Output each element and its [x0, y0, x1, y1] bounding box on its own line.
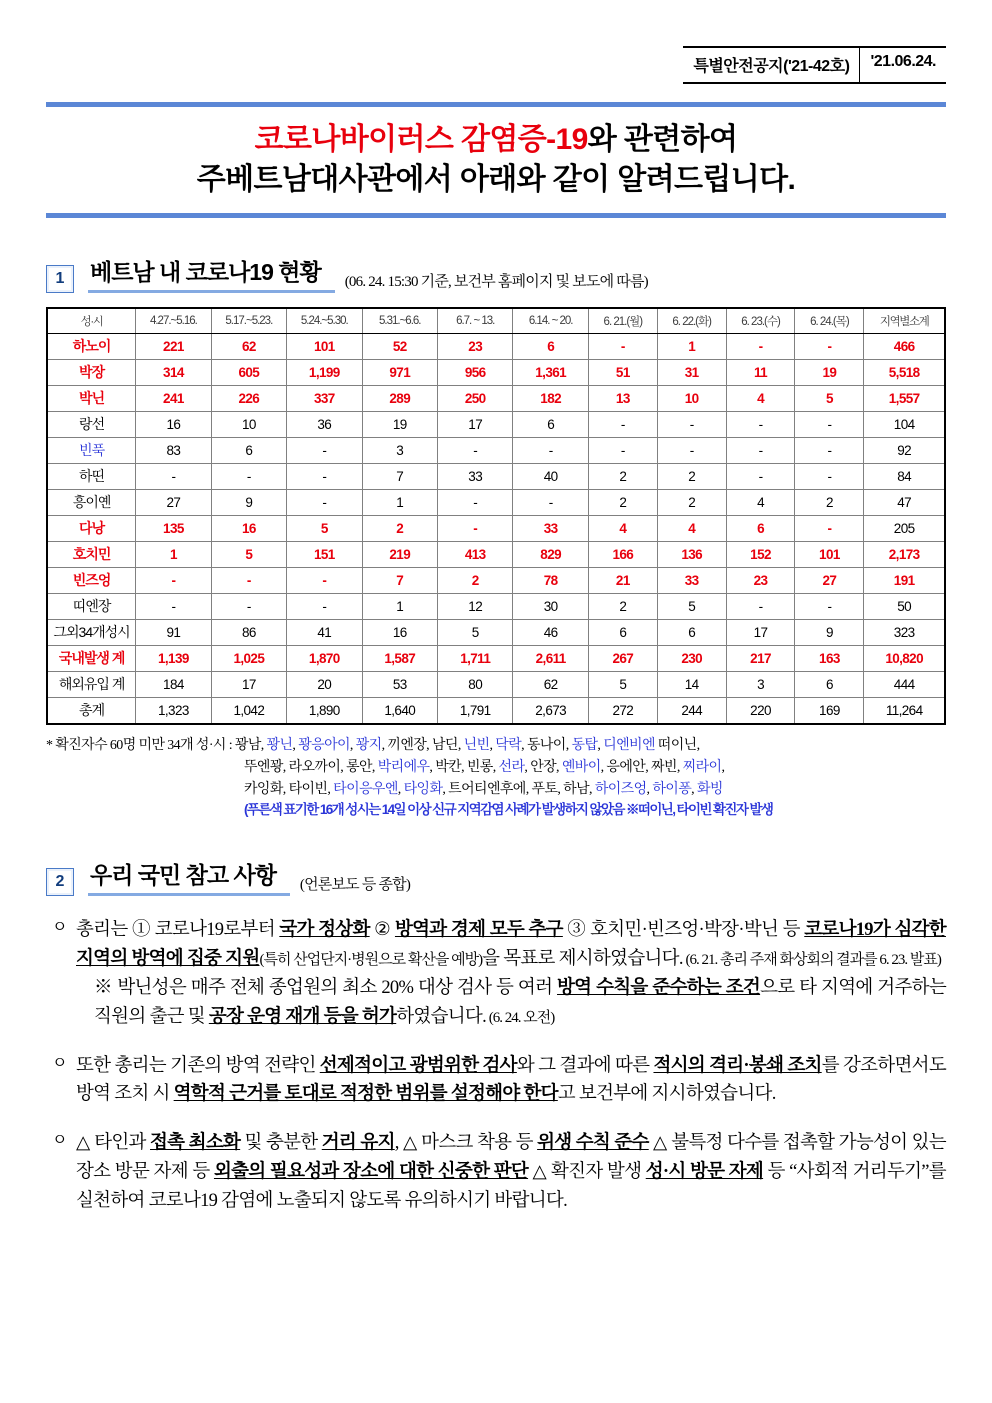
bullet-marker: ㅇ [52, 1054, 67, 1072]
cell-value: 9 [795, 620, 864, 646]
bullet-marker: ㅇ [52, 1132, 67, 1150]
inline-note: (6. 24. 오전) [486, 1009, 555, 1026]
section-1-subtitle: (06. 24. 15:30 기준, 보건부 홈페이지 및 보도에 따름) [344, 274, 648, 291]
cell-value: 1,890 [287, 698, 362, 725]
emphasis-text: 위생 수칙 준수 [537, 1133, 649, 1154]
row-label: 하띤 [47, 464, 136, 490]
cell-value: 23 [726, 568, 795, 594]
bullet-paragraph [76, 1052, 946, 1110]
body-text: 와 그 결과에 따른 [516, 1055, 654, 1076]
footnote-blue-region: 하이즈엉 [594, 781, 647, 797]
cell-value: 152 [726, 542, 795, 568]
cell-value: 36 [287, 412, 362, 438]
col-header-period-1: 4.27.~5.16. [136, 308, 211, 334]
cell-row-total: 84 [864, 464, 945, 490]
bullet-paragraph [76, 916, 946, 974]
inline-note: (특히 산업단지·병원으로 확산을 예방) [259, 952, 483, 969]
cell-value: 6 [211, 438, 286, 464]
cell-value: 62 [211, 334, 286, 360]
notice-bullet-list [46, 916, 946, 1216]
cell-value: - [211, 594, 286, 620]
cell-value: 337 [287, 386, 362, 412]
cell-value: 226 [211, 386, 286, 412]
footnote-line-2: 뚜엔꽝, 라오까이, 롱안, 박리에우, 박칸, 빈롱, 선라, 안장, 옌바이, 응에안, 짜빈, 찌라이, [244, 759, 725, 775]
cell-value: 6 [795, 672, 864, 698]
cell-value: - [287, 438, 362, 464]
cell-row-total: 11,264 [864, 698, 945, 725]
col-header-period-8: 6. 22.(화) [657, 308, 726, 334]
cell-value: 33 [437, 464, 512, 490]
section-2-title-wrap [88, 857, 290, 896]
table-row [47, 646, 945, 672]
cell-value: 16 [362, 620, 437, 646]
cell-value: 3 [362, 438, 437, 464]
bullet-paragraph [76, 1129, 946, 1216]
cell-value: - [211, 464, 286, 490]
cell-value: 184 [136, 672, 211, 698]
cell-row-total: 2,173 [864, 542, 945, 568]
cell-value: 605 [211, 360, 286, 386]
body-text: 으로 타 지역에 거주하는 직원의 출근 및 [94, 977, 946, 1027]
cell-row-total: 104 [864, 412, 945, 438]
cell-value: 5 [795, 386, 864, 412]
cell-value: 5 [657, 594, 726, 620]
cell-value: 27 [136, 490, 211, 516]
cell-value: 2,673 [513, 698, 588, 725]
cell-value: - [588, 334, 657, 360]
cell-value: 1 [136, 542, 211, 568]
cell-value: 2 [437, 568, 512, 594]
table-row [47, 464, 945, 490]
footnote-blue-region: 꽝닌 [266, 738, 293, 754]
bullet-item [46, 1129, 946, 1216]
body-text: 하였습니다. [396, 1006, 487, 1027]
col-header-total: 지역별소계 [864, 308, 945, 334]
row-label: 흥이옌 [47, 490, 136, 516]
footnote-blue-region: 디엔비엔 [603, 738, 655, 754]
cell-value: 2 [362, 516, 437, 542]
cell-value: - [136, 464, 211, 490]
cell-value: 272 [588, 698, 657, 725]
cell-value: 6 [513, 334, 588, 360]
cell-value: 16 [211, 516, 286, 542]
footnote-line-4: (푸른색 표기한 16개 성시는 14일 이상 신규 지역감염 사례가 발생하지 않았음 ※떠이닌, 타이빈 확진자 발생 [244, 802, 773, 818]
row-label: 국내발생 계 [47, 646, 136, 672]
cell-value: - [513, 490, 588, 516]
cell-value: - [588, 412, 657, 438]
row-label: 박장 [47, 360, 136, 386]
body-text: △ 확진자 발생 [528, 1162, 646, 1183]
inline-note: (6. 21. 총리 주재 화상회의 결과를 6. 23. 발표) [682, 952, 941, 969]
cell-value: 219 [362, 542, 437, 568]
cell-value: 163 [795, 646, 864, 672]
col-header-region: 성·시 [47, 308, 136, 334]
emphasis-text: 성·시 방문 자제 [645, 1162, 764, 1183]
cell-value: 40 [513, 464, 588, 490]
cell-value: 9 [211, 490, 286, 516]
cell-value: 6 [588, 620, 657, 646]
body-text: △ 타인과 [76, 1133, 151, 1154]
table-body [47, 334, 945, 725]
cell-value: 221 [136, 334, 211, 360]
cell-value: 31 [657, 360, 726, 386]
bullet-item [46, 916, 946, 1031]
cell-value: - [513, 438, 588, 464]
cell-value: 2 [657, 490, 726, 516]
cell-value: 17 [211, 672, 286, 698]
table-row [47, 360, 945, 386]
footnote-blue-region: 닌빈 [463, 738, 490, 754]
emphasis-text: 선제적이고 광범위한 검사 [319, 1055, 517, 1076]
cell-value: 3 [726, 672, 795, 698]
table-row [47, 542, 945, 568]
cell-value: - [726, 412, 795, 438]
emphasis-text: 국가 정상화 [279, 920, 370, 941]
cell-value: 12 [437, 594, 512, 620]
cell-value: 101 [795, 542, 864, 568]
body-text: 총리는 ① 코로나19로부터 [76, 920, 280, 941]
covid-status-table [46, 307, 946, 725]
col-header-period-2: 5.17.~5.23. [211, 308, 286, 334]
title-band [46, 102, 946, 218]
section-2-subtitle: (언론보도 등 종합) [299, 877, 411, 894]
cell-value: - [795, 412, 864, 438]
cell-value: 4 [726, 490, 795, 516]
cell-value: 1 [657, 334, 726, 360]
cell-value: - [726, 438, 795, 464]
section-1-number: 1 [46, 265, 74, 293]
cell-value: 151 [287, 542, 362, 568]
cell-row-total: 10,820 [864, 646, 945, 672]
cell-value: 241 [136, 386, 211, 412]
row-label: 박닌 [47, 386, 136, 412]
body-text: 등 “사회적 거리두기”를 실천하여 코로나19 감염에 노출되지 않도록 유의하시기 바랍니다. [76, 1162, 946, 1212]
cell-value: 217 [726, 646, 795, 672]
cell-value: 4 [588, 516, 657, 542]
cell-value: 101 [287, 334, 362, 360]
cell-value: 1 [362, 490, 437, 516]
col-header-period-10: 6. 24.(목) [795, 308, 864, 334]
cell-value: 51 [588, 360, 657, 386]
cell-value: - [795, 438, 864, 464]
table-row [47, 412, 945, 438]
footnote-blue-region: 꽝지 [355, 738, 382, 754]
cell-value: - [136, 594, 211, 620]
table-row [47, 516, 945, 542]
cell-row-total: 1,557 [864, 386, 945, 412]
col-header-period-9: 6. 23.(수) [726, 308, 795, 334]
cell-value: 16 [136, 412, 211, 438]
cell-value: 1,139 [136, 646, 211, 672]
cell-value: 5 [437, 620, 512, 646]
cell-value: 33 [657, 568, 726, 594]
cell-value: 41 [287, 620, 362, 646]
cell-value: - [136, 568, 211, 594]
cell-value: 23 [437, 334, 512, 360]
cell-value: 1 [362, 594, 437, 620]
title-line-1 [46, 120, 946, 160]
cell-value: 230 [657, 646, 726, 672]
emphasis-text: 공장 운영 재개 등을 허가 [208, 1006, 397, 1027]
cell-value: 30 [513, 594, 588, 620]
cell-value: - [287, 594, 362, 620]
footnote-line-3: 카잉화, 타이빈, 타이응우엔, 타잉화, 트어티엔후에, 푸토, 하남, 하이즈엉, 하이퐁, 화빙 [244, 781, 723, 797]
cell-value: 169 [795, 698, 864, 725]
cell-value: 46 [513, 620, 588, 646]
cell-value: 10 [657, 386, 726, 412]
cell-value: 6 [513, 412, 588, 438]
row-label: 랑선 [47, 412, 136, 438]
cell-value: 1,791 [437, 698, 512, 725]
col-header-period-3: 5.24.~5.30. [287, 308, 362, 334]
emphasis-text: 역학적 근거를 토대로 적정한 범위를 설정해야 한다 [173, 1084, 558, 1105]
footnote-blue-region: 꽝응아이 [298, 738, 350, 754]
cell-row-total: 466 [864, 334, 945, 360]
footnote-blue-region: 선라 [498, 759, 525, 775]
cell-value: 2 [588, 490, 657, 516]
cell-value: 2 [657, 464, 726, 490]
notice-stamp [683, 46, 946, 84]
cell-value: 53 [362, 672, 437, 698]
emphasis-text: 적시의 격리·봉쇄 조치 [653, 1055, 822, 1076]
body-text: △ 불특정 다수를 접촉할 가능성이 있는 장소 방문 자제 등 [76, 1133, 946, 1183]
cell-value: 829 [513, 542, 588, 568]
cell-value: 14 [657, 672, 726, 698]
cell-value: 1,640 [362, 698, 437, 725]
cell-value: 135 [136, 516, 211, 542]
cell-value: 267 [588, 646, 657, 672]
row-label: 호치민 [47, 542, 136, 568]
cell-value: 2 [588, 594, 657, 620]
cell-row-total: 191 [864, 568, 945, 594]
body-text: ③ 호치민·빈즈엉·박장·박닌 등 [562, 920, 805, 941]
cell-value: 91 [136, 620, 211, 646]
row-label: 그외34개성시 [47, 620, 136, 646]
cell-value: 220 [726, 698, 795, 725]
cell-value: 166 [588, 542, 657, 568]
section-2-title: 우리 국민 참고 사항 [90, 862, 276, 889]
cell-value: 1,870 [287, 646, 362, 672]
cell-value: 17 [437, 412, 512, 438]
cell-value: 1,361 [513, 360, 588, 386]
cell-value: 2,611 [513, 646, 588, 672]
cell-value: - [437, 490, 512, 516]
cell-value: 1,587 [362, 646, 437, 672]
emphasis-text: 방역과 경제 모두 추구 [394, 920, 563, 941]
cell-value: 13 [588, 386, 657, 412]
cell-row-total: 92 [864, 438, 945, 464]
document-header [46, 0, 946, 84]
cell-value: - [795, 334, 864, 360]
body-text: 를 강조하면서도 방역 조치 시 [76, 1055, 946, 1105]
body-text: 또한 총리는 기존의 방역 전략인 [76, 1055, 320, 1076]
cell-value: 1,711 [437, 646, 512, 672]
body-text: , △ 마스크 착용 등 [394, 1133, 538, 1154]
section-1-title: 베트남 내 코로나19 현황 [90, 259, 321, 286]
cell-value: 2 [795, 490, 864, 516]
row-label: 다낭 [47, 516, 136, 542]
notice-label: 특별안전공지('21-42호) [683, 48, 860, 82]
footnote-blue-region: 화빙 [696, 781, 723, 797]
body-text: 고 보건부에 지시하였습니다. [557, 1084, 776, 1105]
cell-row-total: 323 [864, 620, 945, 646]
cell-value: 413 [437, 542, 512, 568]
cell-value: 314 [136, 360, 211, 386]
cell-row-total: 50 [864, 594, 945, 620]
cell-value: 4 [657, 516, 726, 542]
emphasis-text: 외출의 필요성과 장소에 대한 신중한 판단 [213, 1162, 529, 1183]
cell-value: 7 [362, 568, 437, 594]
cell-value: 182 [513, 386, 588, 412]
cell-value: - [726, 334, 795, 360]
cell-value: - [657, 438, 726, 464]
cell-value: 10 [211, 412, 286, 438]
cell-value: 17 [726, 620, 795, 646]
row-label: 띠엔장 [47, 594, 136, 620]
bullet-item [46, 1052, 946, 1110]
cell-value: 971 [362, 360, 437, 386]
footnote-blue-region: 타잉화 [403, 781, 443, 797]
table-row [47, 620, 945, 646]
cell-value: 956 [437, 360, 512, 386]
cell-value: - [795, 516, 864, 542]
cell-value: 244 [657, 698, 726, 725]
cell-value: 1,042 [211, 698, 286, 725]
cell-value: - [437, 438, 512, 464]
cell-value: - [726, 464, 795, 490]
cell-value: - [287, 464, 362, 490]
cell-value: 4 [726, 386, 795, 412]
row-label: 해외유입 계 [47, 672, 136, 698]
cell-value: 6 [726, 516, 795, 542]
cell-value: 136 [657, 542, 726, 568]
table-row [47, 672, 945, 698]
cell-value: 5 [588, 672, 657, 698]
row-label: 총계 [47, 698, 136, 725]
table-row [47, 698, 945, 725]
bullet-text [76, 916, 946, 1031]
cell-value: - [657, 412, 726, 438]
section-1-title-wrap [88, 254, 335, 293]
cell-value: 1,025 [211, 646, 286, 672]
cell-value: - [795, 464, 864, 490]
table-header-row [47, 308, 945, 334]
table-row [47, 386, 945, 412]
row-label: 빈즈엉 [47, 568, 136, 594]
cell-value: 33 [513, 516, 588, 542]
footnote-blue-region: 닥락 [495, 738, 522, 754]
cell-value: 1,199 [287, 360, 362, 386]
col-header-period-5: 6.7. ~ 13. [437, 308, 512, 334]
cell-value: - [287, 490, 362, 516]
section-1-heading [46, 254, 946, 293]
row-label: 빈푹 [47, 438, 136, 464]
table-row [47, 490, 945, 516]
cell-value: - [287, 568, 362, 594]
emphasis-text: 방역 수칙을 준수하는 조건 [557, 977, 761, 998]
footnote-blue-region: 찌라이 [682, 759, 722, 775]
col-header-period-7: 6. 21.(월) [588, 308, 657, 334]
body-text: ② [369, 920, 395, 941]
cell-value: 19 [362, 412, 437, 438]
section-2-number: 2 [46, 868, 74, 896]
bullet-marker: ㅇ [52, 919, 67, 937]
cell-value: 19 [795, 360, 864, 386]
emphasis-text: 코로나19가 심각한 지역의 방역에 집중 지원 [76, 920, 946, 970]
cell-value: - [795, 594, 864, 620]
cell-value: 250 [437, 386, 512, 412]
cell-value: 27 [795, 568, 864, 594]
table-row [47, 568, 945, 594]
row-label: 하노이 [47, 334, 136, 360]
footnote-blue-region: 옌바이 [561, 759, 601, 775]
table-row [47, 594, 945, 620]
table-head [47, 308, 945, 334]
cell-value: 20 [287, 672, 362, 698]
cell-value: - [437, 516, 512, 542]
cell-value: 7 [362, 464, 437, 490]
cell-row-total: 205 [864, 516, 945, 542]
bullet-text [76, 1129, 946, 1216]
cell-value: 62 [513, 672, 588, 698]
title-virus-name: 코로나바이러스 감염증-19 [254, 123, 588, 156]
cell-value: 86 [211, 620, 286, 646]
cell-value: 6 [657, 620, 726, 646]
bullet-text [76, 1052, 946, 1110]
section-2-heading [46, 857, 946, 896]
footnote-blue-region: 박리에우 [377, 759, 430, 775]
cell-value: - [726, 594, 795, 620]
cell-row-total: 444 [864, 672, 945, 698]
col-header-period-6: 6.14. ~ 20. [513, 308, 588, 334]
col-header-period-4: 5.31.~6.6. [362, 308, 437, 334]
table-footnote [46, 735, 946, 821]
footnote-line-1: * 확진자수 60명 미만 34개 성·시 : 꽝남, 꽝닌, 꽝응아이, 꽝지, 끼엔장, 남딘, 닌빈, 닥락, 동나이, 동탑, 디엔비엔 떠이닌, [46, 738, 700, 754]
cell-value: - [211, 568, 286, 594]
body-text: 및 충분한 [240, 1133, 322, 1154]
cell-value: 289 [362, 386, 437, 412]
cell-value: 78 [513, 568, 588, 594]
title-line-2: 주베트남대사관에서 아래와 같이 알려드립니다. [196, 162, 796, 196]
cell-row-total: 47 [864, 490, 945, 516]
bullet-subnote [76, 974, 946, 1032]
notice-date: '21.06.24. [870, 53, 936, 70]
cell-value: 52 [362, 334, 437, 360]
emphasis-text: 거리 유지 [321, 1133, 395, 1154]
cell-value: 83 [136, 438, 211, 464]
table-row [47, 334, 945, 360]
table-row [47, 438, 945, 464]
footnote-blue-region: 동탑 [571, 738, 598, 754]
cell-value: 2 [588, 464, 657, 490]
cell-row-total: 5,518 [864, 360, 945, 386]
cell-value: - [588, 438, 657, 464]
title-line1-rest: 와 관련하여 [587, 123, 738, 156]
cell-value: 80 [437, 672, 512, 698]
footnote-blue-region: 하이퐁 [652, 781, 692, 797]
cell-value: 21 [588, 568, 657, 594]
cell-value: 5 [211, 542, 286, 568]
footnote-blue-region: 타이응우엔 [333, 781, 398, 797]
cell-value: 11 [726, 360, 795, 386]
cell-value: 1,323 [136, 698, 211, 725]
body-text: 을 목표로 제시하였습니다. [482, 949, 683, 970]
cell-value: 5 [287, 516, 362, 542]
emphasis-text: 접촉 최소화 [150, 1133, 241, 1154]
body-text: ※ 박닌성은 매주 전체 종업원의 최소 20% 대상 검사 등 여러 [94, 977, 558, 998]
